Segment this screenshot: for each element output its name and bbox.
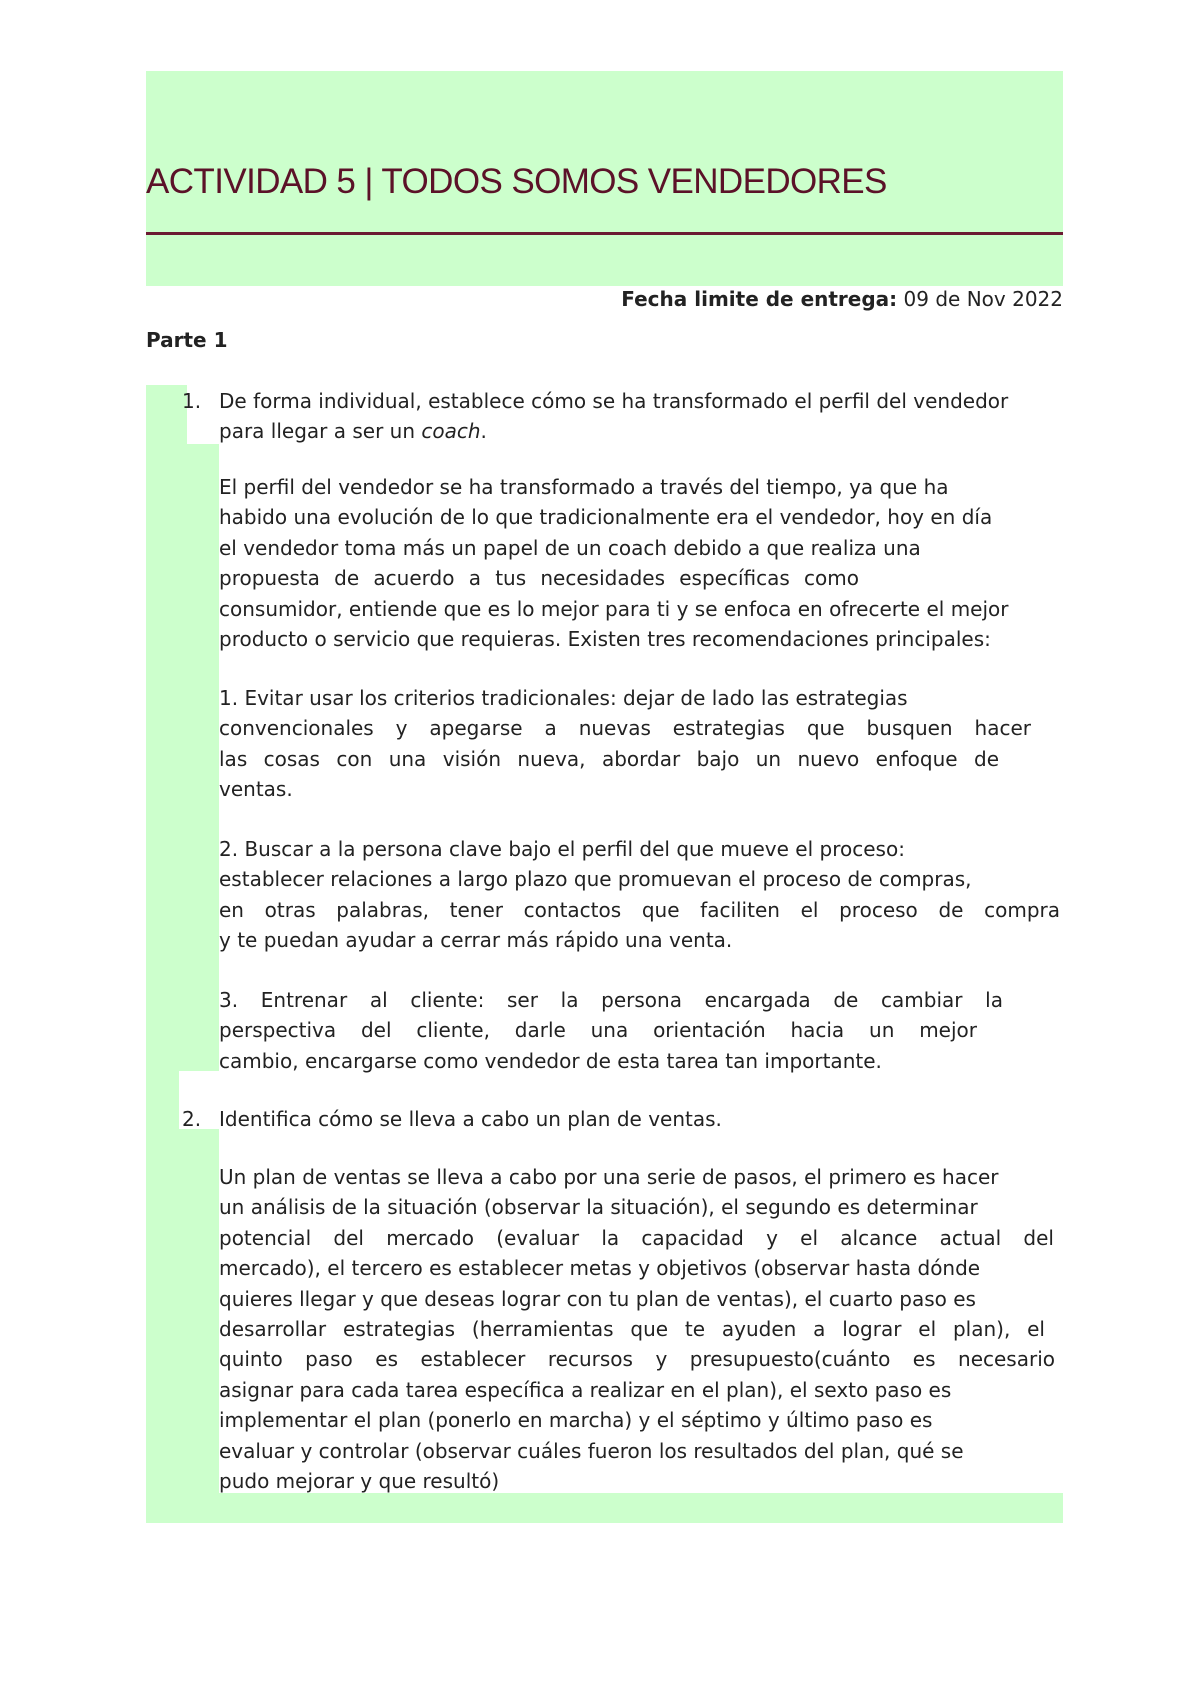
answer-line: El perfil del vendedor se ha transformado a través del tiempo, ya que ha	[219, 475, 949, 499]
answer-line: ventas.	[219, 777, 293, 802]
question-1	[219, 386, 1063, 447]
question-text: para llegar a ser un	[219, 419, 422, 444]
answer-line: Un plan de ventas se lleva a cabo por una serie de pasos, el primero es hacer	[219, 1165, 999, 1189]
recommendation-1	[219, 683, 1063, 805]
answer-line: perspectiva del cliente, darle una orientación hacia un mejor	[219, 1018, 977, 1043]
answer-line: en otras palabras, tener contactos que faciliten el proceso de compra	[219, 897, 1060, 922]
deadline	[621, 287, 1063, 311]
question-line	[219, 416, 1063, 446]
item-number: 2.	[182, 1107, 202, 1131]
highlight-bar	[146, 1071, 179, 1129]
question-text: .	[480, 419, 487, 444]
item-number: 1.	[182, 389, 202, 413]
deadline-value: 09 de Nov 2022	[903, 287, 1063, 311]
recommendation-3	[219, 985, 1063, 1076]
answer-line: pudo mejorar y que resultó)	[219, 1469, 500, 1494]
answer-line: producto o servicio que requieras. Existen tres recomendaciones principales:	[219, 627, 991, 652]
answer-line: cambio, encargarse como vendedor de esta tarea tan importante.	[219, 1048, 882, 1073]
question-emphasis: coach	[421, 419, 481, 444]
answer-line: asignar para cada tarea específica a realizar en el plan), el sexto paso es	[219, 1377, 952, 1402]
answer-line: 1. Evitar usar los criterios tradicionales: dejar de lado las estrategias	[219, 686, 908, 710]
title-divider	[146, 232, 1063, 235]
answer-line: un análisis de la situación (observar la situación), el segundo es determinar	[219, 1195, 978, 1220]
answer-line: implementar el plan (ponerlo en marcha) y el séptimo y último paso es	[219, 1408, 933, 1433]
question-2	[219, 1104, 1063, 1134]
answer-line: evaluar y controlar (observar cuáles fueron los resultados del plan, qué se	[219, 1438, 964, 1463]
answer-line: potencial del mercado (evaluar la capacidad y el alcance actual del	[219, 1225, 1054, 1250]
answer-line: establecer relaciones a largo plazo que promuevan el proceso de compras,	[219, 867, 972, 892]
highlight-bar	[146, 385, 187, 444]
question-line: Identifica cómo se lleva a cabo un plan de ventas.	[219, 1107, 722, 1131]
answer-line: y te puedan ayudar a cerrar más rápido una venta.	[219, 928, 733, 953]
answer-2	[219, 1162, 1063, 1496]
page-title: ACTIVIDAD 5 | TODOS SOMOS VENDEDORES	[146, 162, 887, 201]
answer-line: propuesta de acuerdo a tus necesidades específicas como	[219, 566, 859, 591]
answer-line: convencionales y apegarse a nuevas estrategias que busquen hacer	[219, 716, 1031, 741]
highlight-bar	[146, 1129, 219, 1493]
answer-line: las cosas con una visión nueva, abordar bajo un nuevo enfoque de	[219, 746, 999, 771]
answer-line: habido una evolución de lo que tradicionalmente era el vendedor, hoy en día	[219, 505, 993, 530]
highlight-bar-bottom	[146, 1493, 1063, 1523]
question-line: De forma individual, establece cómo se ha transformado el perfil del vendedor	[219, 389, 1009, 413]
answer-line: el vendedor toma más un papel de un coach debido a que realiza una	[219, 535, 921, 560]
answer-line: mercado), el tercero es establecer metas y objetivos (observar hasta dónde	[219, 1256, 981, 1281]
answer-line: quieres llegar y que deseas lograr con tu plan de ventas), el cuarto paso es	[219, 1286, 976, 1311]
recommendation-2	[219, 834, 1063, 956]
answer-1-intro	[219, 472, 1063, 654]
answer-line: quinto paso es establecer recursos y presupuesto(cuánto es necesario	[219, 1347, 1055, 1372]
part-heading: Parte 1	[146, 328, 228, 352]
answer-line: 2. Buscar a la persona clave bajo el perfil del que mueve el proceso:	[219, 837, 905, 861]
deadline-label: Fecha limite de entrega:	[621, 287, 898, 311]
highlight-bar	[146, 444, 219, 1071]
answer-line: consumidor, entiende que es lo mejor para ti y se enfoca en ofrecerte el mejor	[219, 596, 1009, 621]
answer-line: desarrollar estrategias (herramientas que te ayuden a lograr el plan), el	[219, 1317, 1045, 1342]
answer-line: 3. Entrenar al cliente: ser la persona encargada de cambiar la	[219, 988, 1003, 1012]
